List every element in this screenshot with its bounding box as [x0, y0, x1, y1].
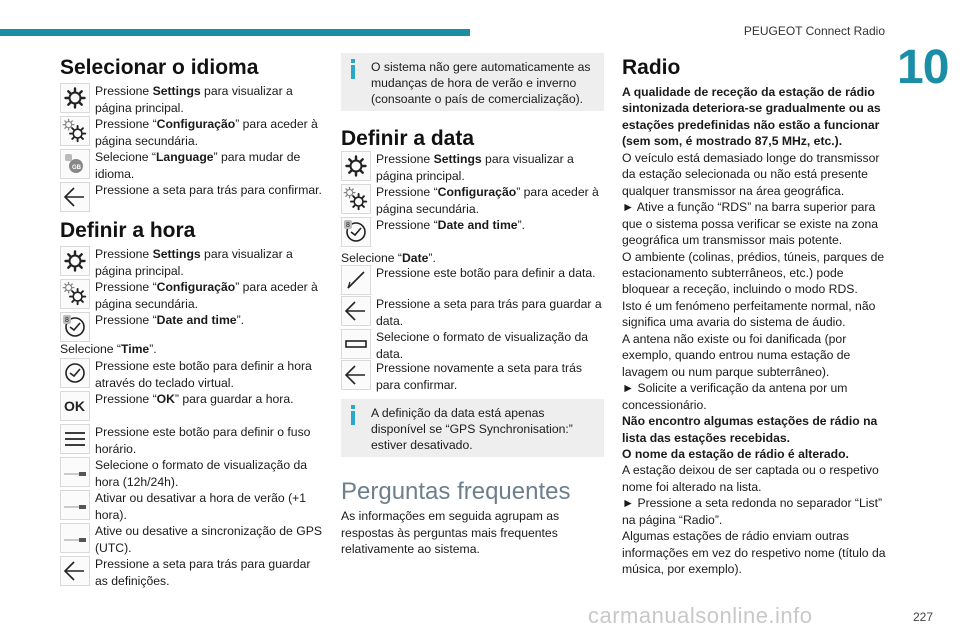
page-number: 227 [912, 610, 933, 624]
faq-intro: As informações em seguida agrupam as respostas às perguntas mais frequentes relativamente ao sistema. [341, 509, 560, 556]
pencil-icon [341, 265, 371, 295]
instruction-row [341, 265, 604, 295]
instruction-text: Pressione Settings para visualizar a página principal. [376, 152, 574, 183]
info-icon [349, 405, 357, 427]
format-icon [341, 329, 371, 359]
instruction-text: Pressione Settings para visualizar a página principal. [95, 247, 293, 278]
clock-8-icon [60, 312, 90, 342]
toggle-icon [60, 490, 90, 520]
instruction-row [60, 424, 323, 457]
toggle-icon [60, 523, 90, 553]
instruction-text: Pressione Settings para visualizar a página principal. [95, 84, 293, 115]
radio-paragraph: Algumas estações de rádio enviam outras informações em vez do respetivo nome (título da música, por exemplo). [622, 529, 886, 577]
instruction-text: Pressione “Configuração” para aceder à página secundária. [376, 185, 599, 216]
instruction-text: Pressione “Date and time”. [95, 313, 245, 327]
back-arrow-icon [341, 296, 371, 326]
faq-title: Perguntas frequentes [341, 478, 571, 505]
section-title-language: Selecionar o idioma [60, 56, 259, 79]
info-box-gps: A definição da data está apenas disponível se “GPS Synchronisation:” estiver desativado. [341, 399, 604, 457]
radio-paragraph: A antena não existe ou foi danificada (por exemplo, quando entrou numa estação de lavagem ou num parque subterrâneo). [622, 331, 851, 379]
instruction-text: Ativar ou desativar a hora de verão (+1 hora). [95, 491, 307, 522]
instruction-text: Pressione este botão para definir a hora através do teclado virtual. [95, 359, 312, 390]
instruction-row [60, 523, 323, 556]
ok-icon [60, 391, 90, 421]
instruction-text: Pressione “Configuração” para aceder à página secundária. [95, 280, 318, 311]
instruction-text: Pressione este botão para definir a data. [376, 266, 596, 280]
instruction-row [341, 184, 604, 217]
select-date-instruction: Selecione “Date”. [341, 251, 436, 265]
svg-text:GB: GB [72, 165, 81, 171]
radio-paragraph: A qualidade de receção da estação de rádio sintonizada deteriora-se gradualmente ou as estações predefinidas não estão a funcionar (sem som, é mostrado 87,5 MHz, etc.). [622, 85, 881, 149]
instruction-row [60, 312, 323, 342]
radio-paragraph: ► Solicite a verificação da antena por um concessionário. [622, 381, 848, 412]
radio-paragraph: ► Ative a função “RDS” na barra superior para que o sistema possa verificar se existe na zona geográfica um transmissor mais potente. [622, 200, 879, 248]
radio-paragraph: ► Pressione a seta redonda no separador “List” na página “Radio”. [622, 496, 883, 527]
section-title-time: Definir a hora [60, 219, 196, 242]
instruction-text: Pressione “Date and time”. [376, 218, 526, 232]
chapter-number: 10 [897, 41, 949, 94]
back-arrow-icon [60, 182, 90, 212]
section-title-radio: Radio [622, 56, 681, 79]
instruction-row [60, 182, 323, 212]
svg-text:8: 8 [346, 222, 350, 229]
instruction-row [341, 296, 604, 329]
instruction-text: Pressione “Configuração” para aceder à página secundária. [95, 117, 318, 148]
chapter-marker [880, 0, 960, 100]
instruction-text: Pressione a seta para trás para guardar a data. [376, 297, 602, 328]
clock-edit-icon [60, 358, 90, 388]
settings-gear-icon [60, 246, 90, 276]
info-box-dst: O sistema não gere automaticamente as mudanças de hora de verão e inverno (consoante o país de comercialização). [341, 53, 604, 111]
radio-paragraph: Isto é um fenómeno perfeitamente normal, não significa uma avaria do sistema de áudio. [622, 298, 876, 330]
instruction-text: Selecione “Language” para mudar de idioma. [95, 150, 301, 181]
radio-paragraph: Não encontro algumas estações de rádio na lista das estações recebidas. [622, 414, 878, 445]
menu-icon [60, 424, 90, 454]
radio-paragraph: O nome da estação de rádio é alterado. [622, 446, 849, 461]
radio-paragraph: O ambiente (colinas, prédios, túneis, parques de estacionamento subterrâneos, etc.) pode bloquear a receção, incluindo o modo RDS. [622, 249, 885, 297]
header-title: PEUGEOT Connect Radio [743, 24, 885, 38]
instruction-text: Pressione novamente a seta para trás para confirmar. [376, 361, 582, 392]
back-arrow-icon [60, 556, 90, 586]
instruction-row [341, 360, 604, 393]
instruction-row [60, 279, 323, 312]
instruction-row [60, 556, 323, 589]
instruction-row [341, 329, 604, 362]
instruction-row [341, 217, 604, 247]
radio-paragraph: O veículo está demasiado longe do transmissor da estação selecionada ou não está presente qualquer transmissor na área geográfica. [622, 150, 880, 198]
instruction-text: Pressione a seta para trás para confirmar. [95, 183, 322, 197]
instruction-text: Selecione o formato de visualização da hora (12h/24h). [95, 458, 308, 489]
language-gb-icon [60, 149, 90, 179]
instruction-text: Pressione a seta para trás para guardar as definições. [95, 557, 311, 588]
instruction-text: Pressione “OK” para guardar a hora. [95, 392, 294, 406]
instruction-text: Pressione este botão para definir o fuso horário. [95, 425, 311, 456]
instruction-row [60, 246, 323, 279]
select-time-instruction: Selecione “Time”. [60, 342, 157, 356]
instruction-text: Ative ou desative a sincronização de GPS (UTC). [95, 524, 322, 555]
double-gear-icon [341, 184, 371, 214]
svg-text:8: 8 [65, 317, 69, 324]
radio-faq-body [622, 84, 890, 578]
instruction-row [60, 490, 323, 523]
instruction-row [341, 151, 604, 184]
clock-8-icon [341, 217, 371, 247]
back-arrow-icon [341, 360, 371, 390]
svg-text:OK: OK [64, 398, 85, 414]
instruction-row [60, 358, 323, 391]
radio-paragraph: A estação deixou de ser captada ou o respetivo nome foi alterado na lista. [622, 463, 879, 494]
header-accent-bar [0, 29, 470, 36]
double-gear-icon [60, 116, 90, 146]
instruction-row [60, 457, 323, 490]
section-title-date: Definir a data [341, 127, 475, 150]
double-gear-icon [60, 279, 90, 309]
settings-gear-icon [341, 151, 371, 181]
instruction-text: Selecione o formato de visualização da data. [376, 330, 589, 361]
instruction-row [60, 116, 323, 149]
settings-gear-icon [60, 83, 90, 113]
info-icon [349, 59, 357, 81]
watermark: carmanualsonline.info [588, 603, 813, 628]
instruction-row [60, 83, 323, 116]
instruction-row [60, 391, 323, 421]
instruction-row [60, 149, 323, 182]
toggle-icon [60, 457, 90, 487]
